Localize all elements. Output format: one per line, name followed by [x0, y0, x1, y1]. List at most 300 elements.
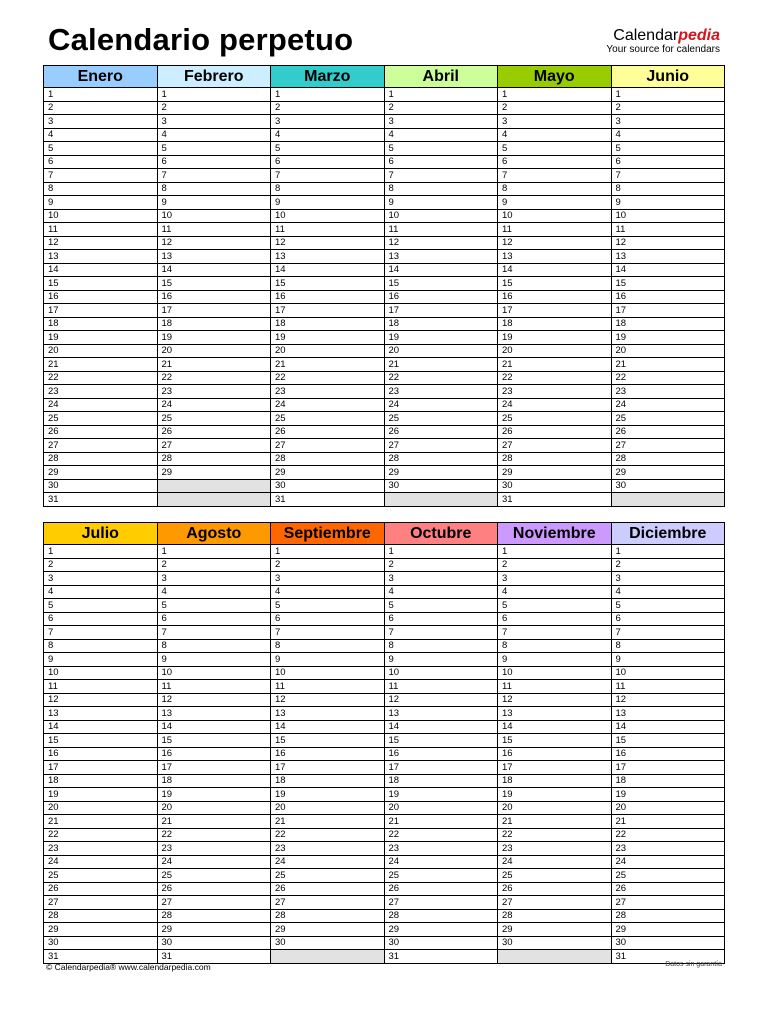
day-cell: 23: [384, 385, 498, 399]
day-cell: 7: [498, 169, 612, 183]
day-cell: 27: [44, 439, 158, 453]
page-title: Calendario perpetuo: [48, 22, 354, 57]
day-cell: 9: [611, 653, 725, 667]
day-cell: 5: [498, 599, 612, 613]
day-cell: 9: [498, 196, 612, 210]
day-cell: 31: [498, 493, 612, 507]
day-cell: 21: [157, 815, 271, 829]
day-cell: 3: [611, 572, 725, 586]
day-cell: 18: [271, 317, 385, 331]
day-cell: 19: [271, 331, 385, 345]
day-row: [44, 250, 725, 264]
day-row: [44, 223, 725, 237]
day-cell: 24: [384, 855, 498, 869]
day-row: [44, 236, 725, 250]
day-row: [44, 371, 725, 385]
day-cell: 29: [44, 466, 158, 480]
day-row: [44, 842, 725, 856]
day-cell: 15: [498, 277, 612, 291]
month-header: Marzo: [271, 66, 385, 88]
day-row: [44, 666, 725, 680]
day-cell: 24: [384, 398, 498, 412]
day-cell: 28: [611, 452, 725, 466]
day-cell: 29: [271, 923, 385, 937]
day-cell: 13: [157, 250, 271, 264]
day-cell: 5: [611, 599, 725, 613]
brand-name-plain: Calendar: [613, 27, 679, 44]
day-cell: 18: [44, 774, 158, 788]
day-cell: 2: [384, 101, 498, 115]
day-row: [44, 304, 725, 318]
day-cell: 18: [498, 317, 612, 331]
day-cell: 19: [498, 331, 612, 345]
day-cell: 13: [384, 250, 498, 264]
day-row: [44, 169, 725, 183]
day-cell: 12: [611, 236, 725, 250]
day-cell: 5: [157, 599, 271, 613]
day-row: [44, 155, 725, 169]
day-cell: 4: [611, 128, 725, 142]
day-cell: 30: [498, 936, 612, 950]
day-cell: 5: [611, 142, 725, 156]
day-cell: 30: [611, 936, 725, 950]
day-cell: 8: [384, 639, 498, 653]
day-cell: 27: [44, 896, 158, 910]
day-cell: 20: [611, 344, 725, 358]
day-cell: 23: [498, 385, 612, 399]
day-cell: 10: [44, 666, 158, 680]
day-cell: 7: [157, 169, 271, 183]
day-cell: 30: [271, 479, 385, 493]
day-cell: 7: [498, 626, 612, 640]
day-cell: 6: [271, 612, 385, 626]
day-cell: 25: [384, 869, 498, 883]
day-cell: 9: [498, 653, 612, 667]
day-cell: 8: [498, 182, 612, 196]
day-cell: 11: [157, 680, 271, 694]
day-cell: 20: [157, 801, 271, 815]
day-cell: 30: [611, 479, 725, 493]
day-cell: 1: [157, 545, 271, 559]
day-cell: 8: [44, 182, 158, 196]
day-cell: 14: [384, 263, 498, 277]
day-cell: 6: [498, 155, 612, 169]
day-cell: 4: [44, 128, 158, 142]
day-cell: 19: [44, 331, 158, 345]
day-cell: 18: [157, 317, 271, 331]
day-cell: 14: [44, 263, 158, 277]
footer-copyright: © Calendarpedia® www.calendarpedia.com: [46, 962, 211, 972]
day-cell: 21: [44, 358, 158, 372]
day-cell: 13: [157, 707, 271, 721]
day-cell: 22: [611, 371, 725, 385]
day-cell: 28: [157, 452, 271, 466]
day-cell: 3: [498, 115, 612, 129]
day-cell: 15: [44, 277, 158, 291]
day-cell: 7: [44, 169, 158, 183]
brand-name: [606, 27, 720, 44]
day-cell: 8: [271, 182, 385, 196]
day-cell: 13: [384, 707, 498, 721]
day-cell: 14: [384, 720, 498, 734]
day-cell: 17: [611, 304, 725, 318]
day-cell: 23: [44, 385, 158, 399]
day-row: [44, 639, 725, 653]
day-cell: 22: [384, 828, 498, 842]
day-row: [44, 398, 725, 412]
day-cell: 10: [157, 209, 271, 223]
day-cell: 30: [384, 936, 498, 950]
day-row: [44, 358, 725, 372]
day-cell: 5: [157, 142, 271, 156]
day-cell: 19: [611, 788, 725, 802]
day-cell: 11: [498, 680, 612, 694]
day-cell: 14: [498, 720, 612, 734]
day-cell: 27: [384, 896, 498, 910]
day-row: [44, 182, 725, 196]
day-cell: 24: [44, 398, 158, 412]
day-row: [44, 909, 725, 923]
day-cell: 16: [498, 747, 612, 761]
day-cell: 3: [157, 572, 271, 586]
day-cell: 12: [498, 693, 612, 707]
empty-day-cell: [498, 950, 612, 964]
day-cell: 27: [384, 439, 498, 453]
day-cell: 22: [611, 828, 725, 842]
day-cell: 25: [157, 869, 271, 883]
day-cell: 2: [498, 101, 612, 115]
day-cell: 27: [157, 896, 271, 910]
day-cell: 24: [611, 855, 725, 869]
day-cell: 22: [498, 828, 612, 842]
day-row: [44, 331, 725, 345]
day-cell: 1: [384, 545, 498, 559]
month-header: Junio: [611, 66, 725, 88]
day-cell: 1: [271, 545, 385, 559]
day-row: [44, 317, 725, 331]
day-cell: 29: [271, 466, 385, 480]
day-cell: 14: [498, 263, 612, 277]
day-cell: 26: [498, 882, 612, 896]
day-cell: 7: [611, 626, 725, 640]
day-cell: 31: [271, 493, 385, 507]
day-cell: 2: [157, 101, 271, 115]
day-cell: 19: [271, 788, 385, 802]
day-row: [44, 439, 725, 453]
day-cell: 12: [384, 236, 498, 250]
day-row: [44, 452, 725, 466]
day-cell: 15: [384, 277, 498, 291]
day-cell: 19: [384, 331, 498, 345]
day-cell: 29: [498, 466, 612, 480]
day-row: [44, 936, 725, 950]
day-cell: 15: [611, 734, 725, 748]
day-row: [44, 801, 725, 815]
day-cell: 4: [44, 585, 158, 599]
day-cell: 8: [157, 639, 271, 653]
day-cell: 28: [498, 909, 612, 923]
day-cell: 27: [271, 896, 385, 910]
day-cell: 21: [271, 815, 385, 829]
day-cell: 28: [384, 909, 498, 923]
day-cell: 28: [271, 452, 385, 466]
day-cell: 8: [611, 639, 725, 653]
day-cell: 6: [498, 612, 612, 626]
day-cell: 12: [271, 693, 385, 707]
day-cell: 27: [498, 439, 612, 453]
day-cell: 16: [384, 290, 498, 304]
day-cell: 25: [271, 869, 385, 883]
day-cell: 8: [498, 639, 612, 653]
day-cell: 23: [157, 842, 271, 856]
day-cell: 12: [157, 236, 271, 250]
day-cell: 5: [384, 599, 498, 613]
day-cell: 24: [157, 398, 271, 412]
day-cell: 7: [271, 169, 385, 183]
day-cell: 26: [157, 882, 271, 896]
day-cell: 6: [44, 155, 158, 169]
day-cell: 1: [44, 545, 158, 559]
day-cell: 20: [271, 801, 385, 815]
day-cell: 31: [611, 950, 725, 964]
day-cell: 11: [384, 223, 498, 237]
day-cell: 26: [384, 882, 498, 896]
day-cell: 14: [271, 720, 385, 734]
day-cell: 18: [44, 317, 158, 331]
day-cell: 22: [271, 371, 385, 385]
day-row: [44, 788, 725, 802]
day-cell: 11: [271, 680, 385, 694]
day-cell: 2: [384, 558, 498, 572]
day-cell: 15: [271, 734, 385, 748]
day-cell: 17: [611, 761, 725, 775]
calendar-first-half: [43, 65, 725, 507]
day-cell: 9: [44, 196, 158, 210]
day-cell: 14: [157, 263, 271, 277]
day-cell: 20: [384, 344, 498, 358]
day-cell: 3: [384, 115, 498, 129]
day-cell: 4: [384, 585, 498, 599]
day-cell: 15: [498, 734, 612, 748]
month-header: Septiembre: [271, 523, 385, 545]
day-cell: 29: [611, 923, 725, 937]
day-cell: 9: [611, 196, 725, 210]
day-cell: 8: [611, 182, 725, 196]
day-cell: 18: [271, 774, 385, 788]
day-cell: 13: [611, 707, 725, 721]
day-cell: 28: [157, 909, 271, 923]
day-cell: 10: [611, 666, 725, 680]
day-cell: 25: [611, 412, 725, 426]
day-cell: 11: [498, 223, 612, 237]
day-cell: 4: [271, 128, 385, 142]
day-cell: 12: [384, 693, 498, 707]
month-header: Enero: [44, 66, 158, 88]
day-cell: 13: [498, 707, 612, 721]
day-cell: 20: [611, 801, 725, 815]
day-row: [44, 101, 725, 115]
day-cell: 28: [44, 452, 158, 466]
day-cell: 2: [44, 558, 158, 572]
day-cell: 21: [498, 815, 612, 829]
day-cell: 3: [44, 572, 158, 586]
day-cell: 6: [611, 155, 725, 169]
day-row: [44, 612, 725, 626]
day-cell: 7: [44, 626, 158, 640]
day-cell: 1: [498, 88, 612, 102]
day-cell: 2: [271, 558, 385, 572]
day-cell: 23: [611, 842, 725, 856]
day-cell: 7: [611, 169, 725, 183]
day-cell: 24: [271, 398, 385, 412]
day-cell: 25: [44, 412, 158, 426]
day-cell: 14: [44, 720, 158, 734]
day-cell: 3: [498, 572, 612, 586]
day-cell: 30: [498, 479, 612, 493]
day-cell: 24: [498, 398, 612, 412]
day-cell: 8: [157, 182, 271, 196]
day-cell: 25: [384, 412, 498, 426]
day-cell: 15: [157, 277, 271, 291]
day-row: [44, 412, 725, 426]
day-cell: 24: [498, 855, 612, 869]
day-cell: 18: [157, 774, 271, 788]
day-cell: 7: [271, 626, 385, 640]
day-cell: 23: [498, 842, 612, 856]
day-cell: 29: [611, 466, 725, 480]
day-cell: 27: [611, 439, 725, 453]
day-cell: 16: [384, 747, 498, 761]
empty-day-cell: [157, 479, 271, 493]
day-cell: 20: [44, 801, 158, 815]
day-cell: 3: [157, 115, 271, 129]
day-row: [44, 693, 725, 707]
day-cell: 22: [44, 371, 158, 385]
day-row: [44, 869, 725, 883]
month-header: Febrero: [157, 66, 271, 88]
day-cell: 26: [271, 425, 385, 439]
day-row: [44, 774, 725, 788]
day-cell: 18: [498, 774, 612, 788]
day-row: [44, 653, 725, 667]
day-cell: 6: [271, 155, 385, 169]
day-cell: 24: [157, 855, 271, 869]
month-header: Agosto: [157, 523, 271, 545]
day-cell: 29: [157, 923, 271, 937]
day-cell: 1: [384, 88, 498, 102]
brand-logo[interactable]: [606, 27, 720, 55]
day-cell: 2: [157, 558, 271, 572]
day-row: [44, 882, 725, 896]
day-row: [44, 115, 725, 129]
day-cell: 9: [271, 653, 385, 667]
day-cell: 25: [157, 412, 271, 426]
day-row: [44, 734, 725, 748]
day-cell: 4: [157, 585, 271, 599]
day-row: [44, 585, 725, 599]
day-row: [44, 466, 725, 480]
brand-name-accent: pedia: [678, 27, 720, 44]
day-cell: 17: [498, 761, 612, 775]
empty-day-cell: [271, 950, 385, 964]
day-cell: 25: [611, 869, 725, 883]
day-cell: 2: [44, 101, 158, 115]
day-cell: 17: [271, 761, 385, 775]
day-row: [44, 707, 725, 721]
day-row: [44, 720, 725, 734]
day-row: [44, 815, 725, 829]
day-cell: 1: [157, 88, 271, 102]
day-cell: 20: [384, 801, 498, 815]
day-cell: 31: [157, 950, 271, 964]
day-cell: 10: [611, 209, 725, 223]
day-cell: 4: [498, 585, 612, 599]
day-cell: 17: [157, 761, 271, 775]
day-cell: 12: [271, 236, 385, 250]
day-cell: 6: [44, 612, 158, 626]
day-cell: 21: [384, 815, 498, 829]
day-cell: 31: [384, 950, 498, 964]
footer-disclaimer: Datos sin garantía: [665, 961, 722, 968]
month-header-row: [44, 523, 725, 545]
day-cell: 5: [271, 142, 385, 156]
day-cell: 24: [611, 398, 725, 412]
day-cell: 15: [271, 277, 385, 291]
day-cell: 22: [157, 828, 271, 842]
day-cell: 15: [611, 277, 725, 291]
day-cell: 26: [611, 425, 725, 439]
day-cell: 29: [384, 923, 498, 937]
day-cell: 30: [271, 936, 385, 950]
day-cell: 3: [384, 572, 498, 586]
day-cell: 30: [44, 479, 158, 493]
day-cell: 10: [271, 666, 385, 680]
day-cell: 22: [157, 371, 271, 385]
day-cell: 23: [271, 842, 385, 856]
day-row: [44, 896, 725, 910]
day-cell: 23: [384, 842, 498, 856]
day-cell: 18: [611, 317, 725, 331]
day-cell: 22: [271, 828, 385, 842]
day-cell: 5: [44, 599, 158, 613]
day-cell: 27: [157, 439, 271, 453]
day-cell: 9: [384, 653, 498, 667]
day-cell: 19: [498, 788, 612, 802]
day-row: [44, 558, 725, 572]
day-cell: 4: [611, 585, 725, 599]
day-cell: 21: [271, 358, 385, 372]
day-cell: 1: [271, 88, 385, 102]
day-cell: 13: [271, 707, 385, 721]
day-cell: 14: [271, 263, 385, 277]
empty-day-cell: [157, 493, 271, 507]
day-cell: 7: [384, 626, 498, 640]
day-cell: 5: [271, 599, 385, 613]
day-cell: 19: [44, 788, 158, 802]
day-cell: 1: [44, 88, 158, 102]
day-cell: 12: [498, 236, 612, 250]
day-cell: 28: [498, 452, 612, 466]
month-header: Abril: [384, 66, 498, 88]
day-cell: 16: [498, 290, 612, 304]
day-row: [44, 128, 725, 142]
day-cell: 2: [498, 558, 612, 572]
day-row: [44, 385, 725, 399]
day-row: [44, 626, 725, 640]
day-cell: 25: [271, 412, 385, 426]
day-cell: 11: [157, 223, 271, 237]
day-cell: 26: [157, 425, 271, 439]
